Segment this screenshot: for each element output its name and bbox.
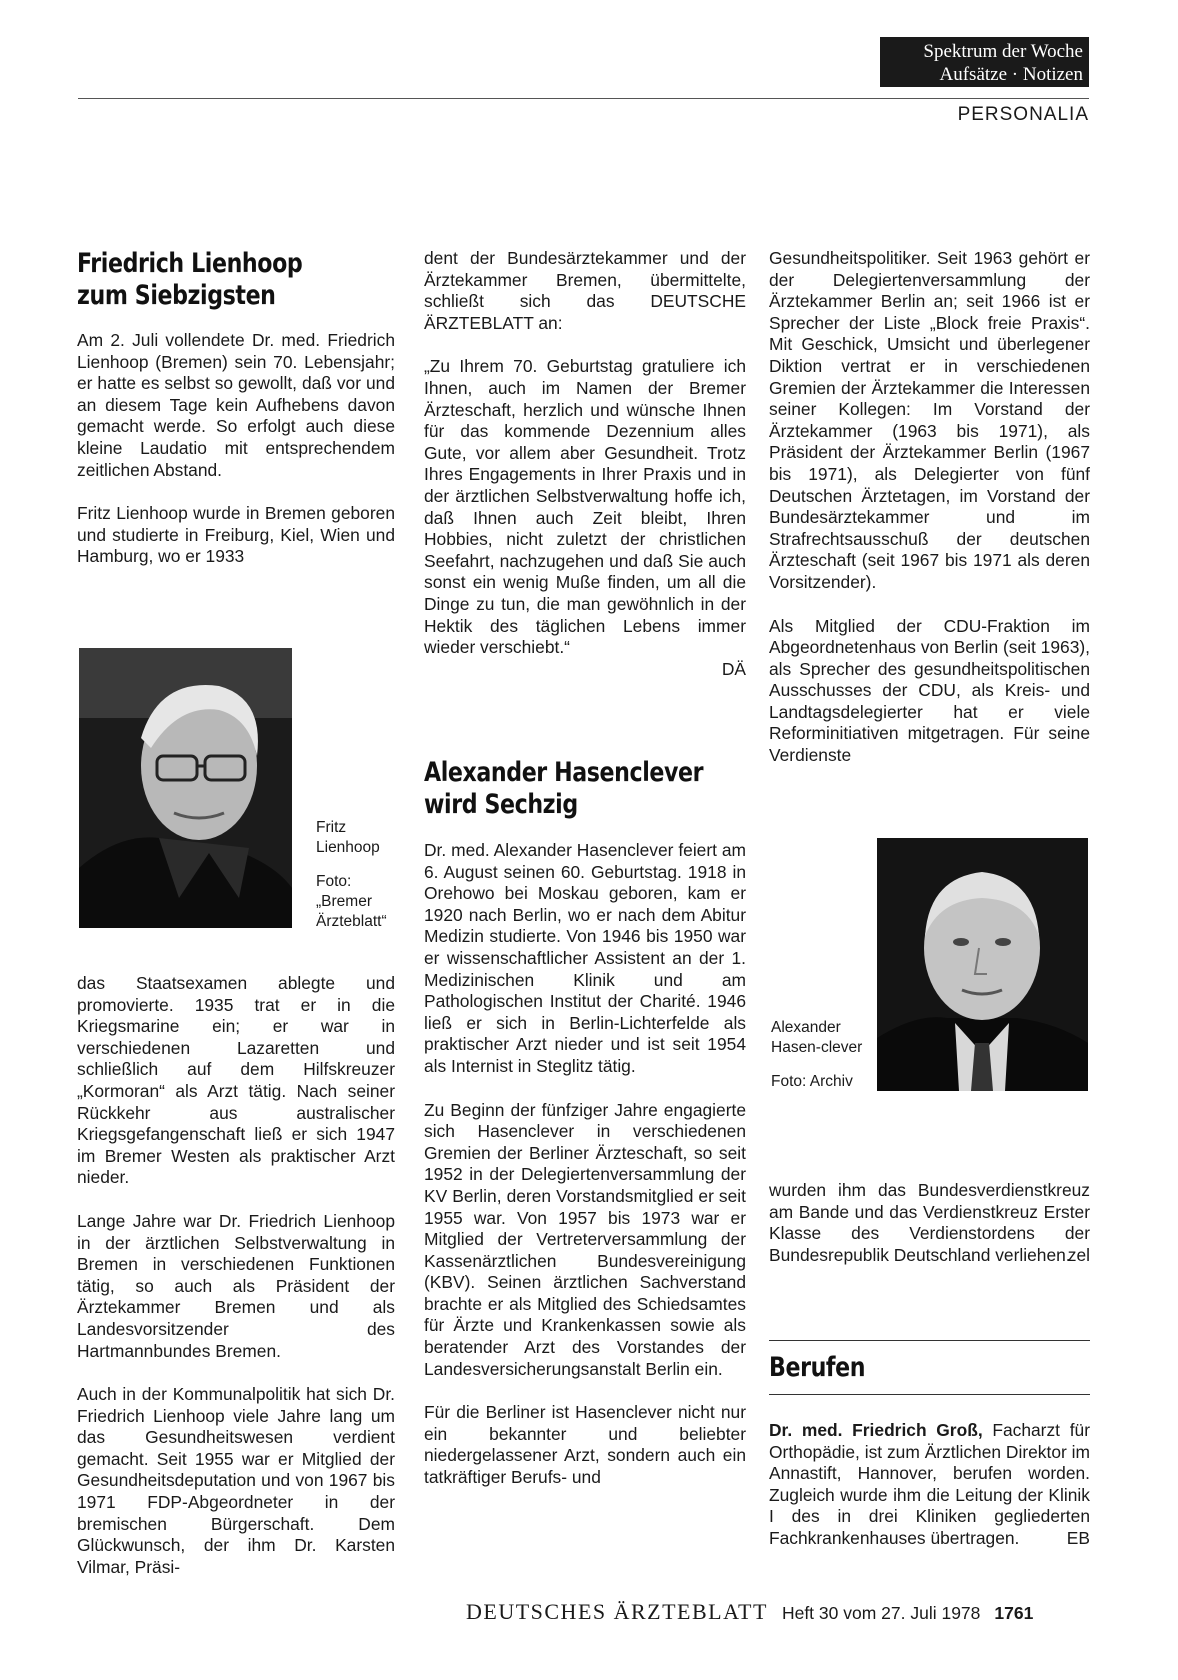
paragraph: Als Mitglied der CDU-Fraktion im Abgeordnetenhaus von Berlin (seit 1963), als Sprecher des gesundheitspolitischen Ausschusses der CDU, als Kreis- und Landtagsdelegierter hat er viele Reforminitiativen mitgetragen. Für seine Verdienste	[769, 615, 1090, 766]
paragraph: Dr. med. Alexander Hasenclever feiert am 6. August seinen 60. Geburtstag. 1918 in Orehowo bei Moskau geboren, kam er 1920 nach Berlin, wo er nach dem Abitur Medizin studierte. Von 1946 bis 1950 war er wissenschaftlicher Assistent an der 1. Medizinischen Klinik und am Pathologischen Institut der Charité. 1946 ließ er sich in Berlin-Lichterfelde als praktischer Arzt nieder und ist seit 1954 als Internist in Steglitz tätig.	[424, 840, 746, 1076]
caption-name: Fritz Lienhoop	[316, 819, 380, 856]
article-berufen-title	[769, 1352, 1090, 1384]
signature-text: DÄ	[721, 658, 746, 679]
section-label: PERSONALIA	[957, 104, 1089, 125]
caption-credit: Foto: Archiv	[771, 1073, 853, 1090]
paragraph: Auch in der Kommunalpolitik hat sich Dr. Friedrich Lienhoop viele Jahre lang um das Gesundheitswesen verdient gemacht. Seit 1955 war er Mitglied der Gesundheitsdeputation und von 1967 bis 1971 FDP-Abgeordneter in der bremischen Bürgerschaft. Dem Glückwunsch, der ihm Dr. Karsten Vilmar, Präsi-	[77, 1384, 395, 1577]
badge-line-2: Aufsätze · Notizen	[939, 64, 1083, 85]
paragraph: „Zu Ihrem 70. Geburtstag gratuliere ich Ihnen, auch im Namen der Bremer Ärzteschaft, herzlich und wünsche Ihnen für das kommende Dezennium alles Gute, vor allem aber Gesundheit. Trotz Ihres Engagements in Ihrer Praxis und in der ärztlichen Selbstverwaltung hoffe ich, daß Ihnen auch Zeit bleibt, Ihren Hobbies, nicht zuletzt der christlichen Seefahrt, nachzugehen und daß Sie auch sonst ein wenig Muße finden, um all die Dinge zu tun, die man gewöhnlich in der Hektik des täglichen Lebens immer wieder verschiebt.“	[424, 356, 746, 658]
section-rule	[769, 1394, 1090, 1395]
person-name: Dr. med. Friedrich Groß,	[769, 1420, 983, 1440]
article-hasenclever-continued	[769, 248, 1090, 767]
paragraph: dent der Bundesärztekammer und der Ärztekammer Bremen, übermittelte, schließt sich das DEUTSCHE ÄRZTEBLATT an:	[424, 248, 746, 333]
article-hasenclever-end	[769, 1180, 1090, 1266]
paragraph: Für die Berliner ist Hasenclever nicht nur ein bekannter und beliebter niedergelassener Arzt, sondern auch ein tatkräftiger Berufs- und	[424, 1402, 746, 1488]
signature-text: EB	[1066, 1527, 1090, 1548]
portrait-photo-lienhoop	[79, 648, 292, 928]
paragraph: Fritz Lienhoop wurde in Bremen geboren und studierte in Freiburg, Kiel, Wien und Hamburg, wo er 1933	[77, 503, 395, 567]
paragraph: Lange Jahre war Dr. Friedrich Lienhoop in der ärztlichen Selbstverwaltung in Bremen in verschiedenen Funktionen tätig, so auch als Präsident der Ärztekammer Bremen und als Landesvorsitzender des Hartmannbundes Bremen.	[77, 1210, 395, 1361]
author-signature	[424, 659, 746, 681]
portrait-lienhoop-image	[79, 648, 292, 928]
paragraph-text: Facharzt für Orthopädie, ist zum Ärztlichen Direktor im Annastift, Hannover, berufen worden. Zugleich wurde ihm die Leitung der Klinik I des in drei Kliniken gegliederten Fachkrankenhauses übertragen.	[769, 1420, 1090, 1548]
photo-caption-lienhoop	[316, 818, 400, 932]
magazine-name: DEUTSCHES ÄRZTEBLATT	[466, 1599, 768, 1624]
article-title-line: Friedrich Lienhoop	[77, 248, 303, 279]
paragraph: das Staatsexamen ablegte und promovierte. 1935 trat er in die Kriegsmarine ein; er war in verschiedenen Lazaretten und schließlich auf dem Hilfskreuzer „Kormoran“ als Arzt tätig. Nach seiner Rückkehr aus australischer Kriegsgefangenschaft ließ er sich 1947 im Bremer Westen als praktischer Arzt nieder.	[77, 973, 395, 1188]
page-number: 1761	[994, 1603, 1034, 1623]
caption-credit: Foto: „Bremer Ärzteblatt“	[316, 873, 387, 930]
article-title-line: wird Sechzig	[424, 789, 578, 820]
page-footer	[466, 1599, 1090, 1625]
header-rule	[78, 98, 1089, 99]
paragraph: Gesundheitspolitiker. Seit 1963 gehört er der Delegiertenversammlung der Ärztekammer Berlin an; seit 1966 ist er Sprecher der Liste „Block freie Praxis“. Mit Geschick, Umsicht und überlegener Diktion vertrat er in verschiedenen Gremien der Ärztekammer die Interessen seiner Kollegen: Im Vorstand der Ärztekammer (1963 bis 1971), als Präsident der Ärztekammer Berlin (1967 bis 1971), als Delegierter von fünf Deutschen Ärztetagen, im Vorstand der Bundesärztekammer und im Strafrechtsausschuß der deutschen Ärzteschaft (seit 1967 bis 1971 als deren Vorsitzender).	[769, 248, 1090, 592]
article-lienhoop-intro	[77, 330, 395, 568]
article-hasenclever-body	[424, 840, 746, 1489]
paragraph: Zu Beginn der fünfziger Jahre engagierte sich Hasenclever in verschiedenen Gremien der Berliner Ärzteschaft, so seit 1952 in der Delegiertenversammlung der KV Berlin, deren Vorstandsmitglied er seit 1955 war. Von 1957 bis 1973 war er Mitglied der Vertreterversammlung der Kassenärztlichen Bundesvereinigung (KBV). Seinen ärztlichen Sachverstand brachte er als Mitglied des Schiedsamtes für Ärzte und Krankenkassen sowie als beratender Arzt des Vorstandes der Landesversicherungsanstalt Berlin ein.	[424, 1099, 746, 1379]
article-berufen-body	[769, 1420, 1090, 1550]
portrait-photo-hasenclever	[877, 838, 1088, 1091]
signature-text: zel	[1067, 1244, 1090, 1265]
caption-name: Alexander Hasen-clever	[771, 1019, 863, 1056]
photo-caption-hasenclever	[771, 1018, 867, 1092]
article-hasenclever-title	[424, 757, 746, 821]
section-badge	[880, 37, 1089, 87]
article-title-line: zum Siebzigsten	[77, 280, 276, 311]
paragraph: Am 2. Juli vollendete Dr. med. Friedrich Lienhoop (Bremen) sein 70. Lebensjahr; er hatte es selbst so gewollt, daß vor und an diesem Tage kein Aufhebens davon gemacht werde. So erfolgt auch diese kleine Laudatio mit entsprechendem zeitlichen Abstand.	[77, 330, 395, 480]
article-lienhoop-continued	[424, 248, 746, 680]
article-lienhoop-title	[77, 248, 395, 312]
article-title-line: Berufen	[769, 1352, 866, 1383]
section-rule	[769, 1340, 1090, 1341]
issue-info: Heft 30 vom 27. Juli 1978	[781, 1603, 981, 1623]
badge-line-1: Spektrum der Woche	[923, 41, 1083, 62]
article-title-line: Alexander Hasenclever	[424, 757, 704, 788]
portrait-hasenclever-image	[877, 838, 1088, 1091]
paragraph: wurden ihm das Bundesverdienstkreuz am Bande und das Verdienstkreuz Erster Klasse des Verdienstordens der Bundesrepublik Deutschland verliehen.	[769, 1180, 1090, 1265]
article-lienhoop-body	[77, 973, 395, 1578]
